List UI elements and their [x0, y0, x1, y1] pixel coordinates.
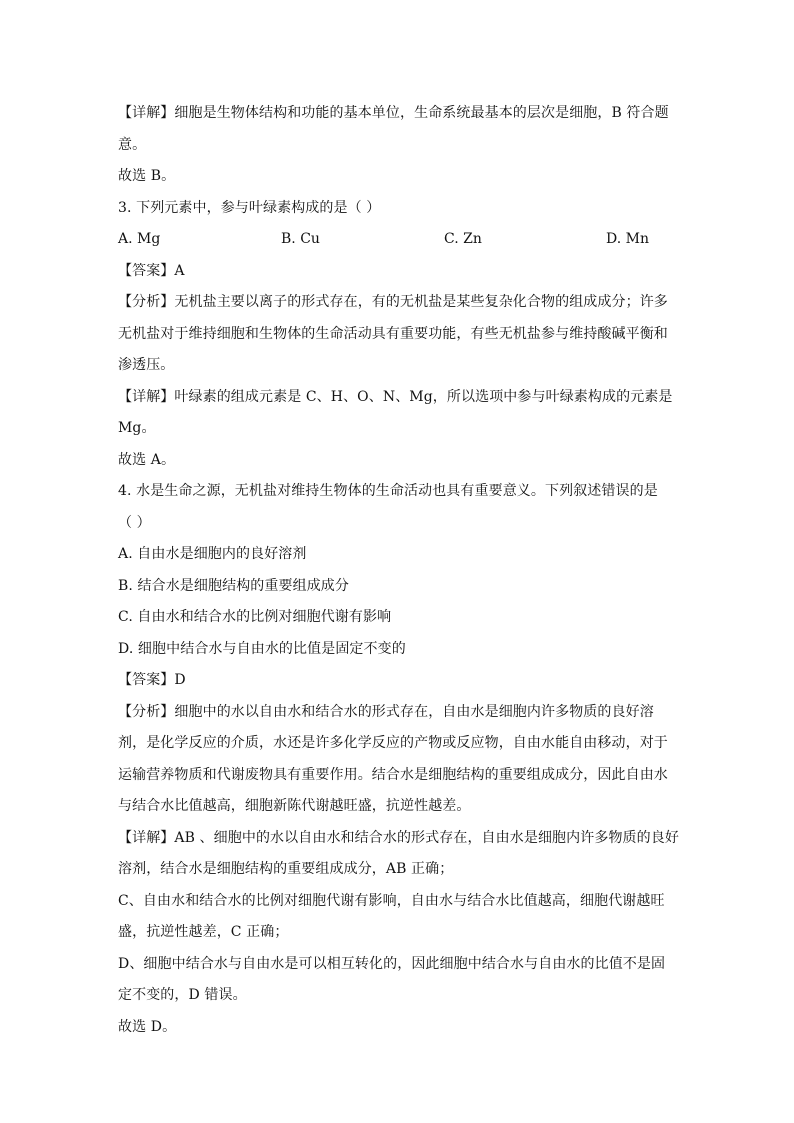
q4-analysis-line-3: 运输营养物质和代谢废物具有重要作用。结合水是细胞结构的重要组成成分，因此自由水 [118, 766, 668, 783]
q4-option-a: A. 自由水是细胞内的良好溶剂 [118, 546, 307, 562]
q3-option-d: D. Mn [606, 231, 649, 247]
q3-analysis-line-3: 渗透压。 [118, 357, 175, 373]
q3-stem: 3. 下列元素中，参与叶绿素构成的是（ ） [118, 199, 381, 216]
q3-choose: 故选 A。 [118, 451, 176, 468]
q4-option-c: C. 自由水和结合水的比例对细胞代谢有影响 [118, 609, 392, 625]
q4-detail-line-3: C、自由水和结合水的比例对细胞代谢有影响，自由水与结合水比值越高，细胞代谢越旺 [118, 892, 665, 909]
q4-detail-line-4: 盛，抗逆性越差，C 正确； [118, 924, 289, 940]
q4-analysis-line-1: 【分析】细胞中的水以自由水和结合水的形式存在，自由水是细胞内许多物质的良好溶 [118, 703, 654, 720]
q3-analysis-line-2: 无机盐对于维持细胞和生物体的生命活动具有重要功能，有些无机盐参与维持酸碱平衡和 [118, 325, 668, 342]
q3-detail-line-2: Mg。 [118, 420, 156, 436]
q4-detail-line-5: D、细胞中结合水与自由水是可以相互转化的，因此细胞中结合水与自由水的比值不是固 [118, 955, 666, 972]
q4-option-b: B. 结合水是细胞结构的重要组成成分 [118, 577, 349, 594]
q3-option-b: B. Cu [281, 231, 320, 247]
q3-option-c: C. Zn [444, 231, 482, 247]
q3-analysis-line-1: 【分析】无机盐主要以离子的形式存在，有的无机盐是某些复杂化合物的组成成分；许多 [118, 294, 668, 310]
document-content [118, 98, 678, 1043]
q4-detail-line-2: 溶剂，结合水是细胞结构的重要组成成分，AB 正确； [118, 861, 454, 877]
q4-choose: 故选 D。 [118, 1018, 177, 1035]
q4-analysis-line-2: 剂，是化学反应的介质，水还是许多化学反应的产物或反应物，自由水能自由移动，对于 [118, 735, 668, 751]
q2-detail-line-2: 意。 [118, 136, 147, 153]
q2-detail-line-1: 【详解】细胞是生物体结构和功能的基本单位，生命系统最基本的层次是细胞，B 符合题 [118, 105, 669, 121]
q3-detail-line-1: 【详解】叶绿素的组成元素是 C、H、O、N、Mg，所以选项中参与叶绿素构成的元素是 [118, 388, 673, 405]
q4-stem-line-1: 4. 水是生命之源，无机盐对维持生物体的生命活动也具有重要意义。下列叙述错误的是 [118, 483, 658, 499]
q4-option-d: D. 细胞中结合水与自由水的比值是固定不变的 [118, 640, 406, 657]
q4-detail-line-1: 【详解】AB 、细胞中的水以自由水和结合水的形式存在，自由水是细胞内许多物质的良好 [118, 829, 679, 846]
q4-answer: 【答案】D [118, 672, 186, 688]
q3-answer: 【答案】A [118, 262, 185, 279]
q4-analysis-line-4: 与结合水比值越高，细胞新陈代谢越旺盛，抗逆性越差。 [118, 798, 471, 814]
q3-option-a: A. Mg [118, 231, 161, 247]
q3-options [118, 224, 678, 256]
q4-stem-line-2: （ ） [118, 514, 151, 531]
q2-choose: 故选 B。 [118, 168, 176, 184]
q4-detail-line-6: 定不变的，D 错误。 [118, 987, 247, 1003]
